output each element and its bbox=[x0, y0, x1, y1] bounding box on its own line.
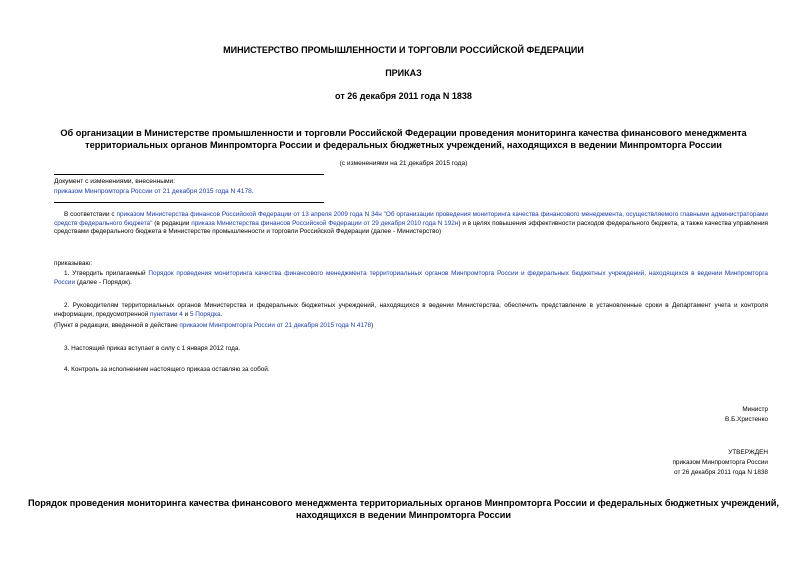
item-2-text-c: . bbox=[220, 310, 223, 318]
preamble-text-3: ) и в целях повышения эффективности расходов федерального бюджета, а также качества управления средствами федерального бюджета в Министерстве промышленности и торговли Российской Федерации (далее - Министерство) bbox=[54, 219, 768, 236]
revision-note-text-b: ) bbox=[371, 322, 374, 329]
procedure-link[interactable]: Порядок проведения мониторинга качества финансового менеджмента территориальных органов Минпромторга России и федеральных бюджетных учреждений, находящихся в ведении Минпромторга России bbox=[54, 270, 768, 286]
document-title-line-2: территориальных органов Минпромторга России и федеральных бюджетных учреждений, находящихся в ведении Минпромторга России bbox=[85, 140, 722, 150]
minfin-order-192n-link[interactable]: приказа Министерства финансов Российской Федерации от 29 декабря 2010 года N 192н bbox=[191, 219, 459, 227]
minfin-order-34n-link[interactable]: приказом Министерства финансов Российской Федерации от 13 апреля 2009 года N 34н "Об организации проведения мониторинга качества финансового менеджмента, осуществляемого главными администраторами средств федерального бюджета" bbox=[54, 211, 769, 227]
item-1-text-b: (далее - Порядок). bbox=[75, 278, 132, 286]
signature-role: Министр bbox=[742, 406, 768, 413]
changes-box-label: Документ с изменениями, внесенными: bbox=[54, 178, 176, 185]
preamble-text-2: (в редакции bbox=[152, 219, 192, 227]
item-1 bbox=[54, 270, 768, 287]
changes-box-top-rule bbox=[54, 174, 324, 175]
item-2 bbox=[54, 302, 768, 319]
revision-note-text-a: (Пункт в редакции, введенной в действие bbox=[54, 322, 180, 329]
preamble-paragraph bbox=[54, 211, 768, 237]
preamble-text-1: В соответствии с bbox=[64, 211, 117, 218]
clause-4-link[interactable]: пунктами 4 bbox=[150, 310, 183, 318]
document-type: ПРИКАЗ bbox=[385, 68, 422, 78]
approved-by: приказом Минпромторга России bbox=[672, 459, 768, 466]
signature-name: В.Б.Христенко bbox=[725, 416, 768, 423]
item-2-text-b: и bbox=[182, 310, 190, 318]
approved-label: УТВЕРЖДЕН bbox=[728, 449, 768, 456]
item-2-text-a: 2. Руководителям территориальных органов Министерства и федеральных бюджетных учреждений, находящихся в ведении Министерства, обеспечить представление в установленные сроки в Департамент учета и контроля информации, предусмотренной bbox=[54, 302, 768, 318]
item-4: 4. Контроль за исполнением настоящего приказа оставляю за собой. bbox=[64, 366, 270, 373]
item-3: 3. Настоящий приказ вступает в силу с 1 января 2012 года. bbox=[64, 345, 241, 352]
revision-order-link[interactable]: приказом Минпромторга России от 21 декабря 2015 года N 4178 bbox=[179, 322, 372, 329]
amendments-note: (с изменениями на 21 декабря 2015 года) bbox=[339, 160, 468, 167]
changes-box-bottom-rule bbox=[54, 202, 324, 203]
document-title-line-1: Об организации в Министерстве промышленности и торговли Российской Федерации проведения мониторинга качества финансового менеджмента bbox=[60, 128, 747, 138]
approved-date: от 26 декабря 2011 года N 1838 bbox=[674, 469, 768, 476]
clause-5-link[interactable]: 5 Порядка bbox=[189, 310, 221, 318]
annex-title-line-2: находящихся в ведении Минпромторга России bbox=[296, 510, 511, 520]
order-word: приказываю: bbox=[54, 260, 92, 267]
document-date-number: от 26 декабря 2011 года N 1838 bbox=[335, 91, 472, 101]
item-2-revision-note bbox=[54, 322, 768, 331]
amendment-order-link[interactable]: приказом Минпромторга России от 21 декабря 2015 года N 4178 bbox=[54, 188, 252, 195]
item-1-text-a: 1. Утвердить прилагаемый bbox=[64, 270, 149, 277]
changes-box-entry bbox=[54, 188, 354, 197]
changes-box-suffix: . bbox=[251, 188, 254, 195]
annex-title-line-1: Порядок проведения мониторинга качества финансового менеджмента территориальных органов Минпромторга России и федеральных бюджетных учреждений, bbox=[28, 498, 779, 508]
ministry-heading: МИНИСТЕРСТВО ПРОМЫШЛЕННОСТИ И ТОРГОВЛИ РОССИЙСКОЙ ФЕДЕРАЦИИ bbox=[223, 45, 584, 55]
